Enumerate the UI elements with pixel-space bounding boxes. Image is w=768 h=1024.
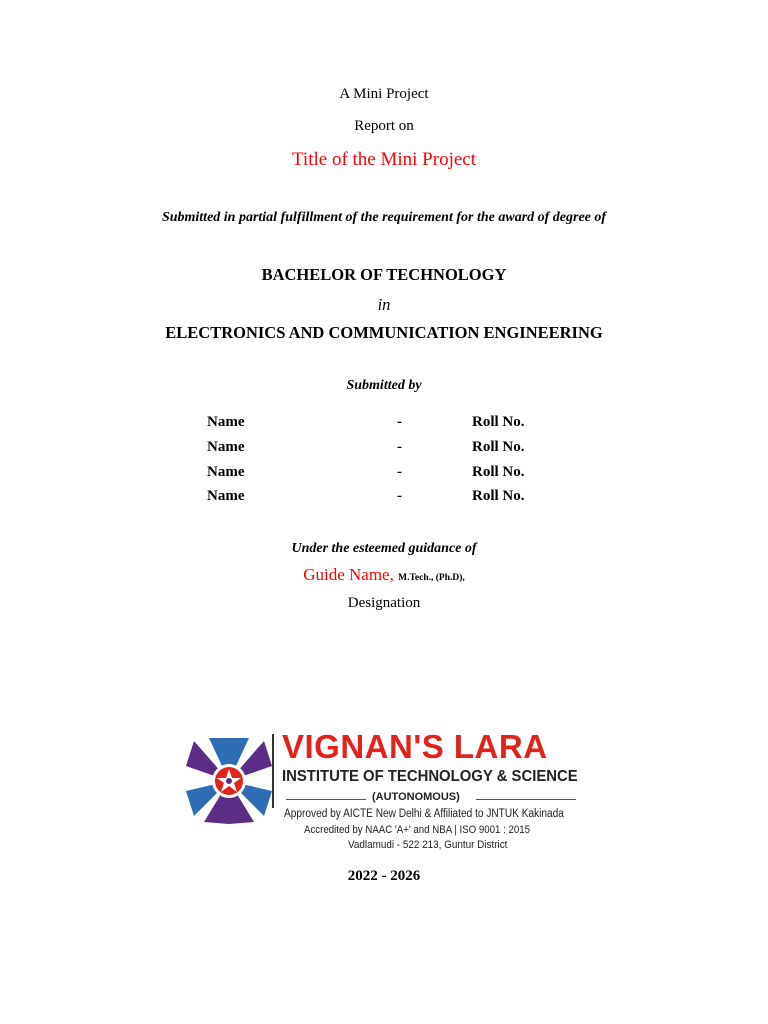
submission-note: Submitted in partial fulfillment of the requirement for the award of degree of	[161, 210, 607, 225]
logo-divider	[272, 734, 274, 808]
member-roll: Roll No.	[472, 488, 525, 504]
degree-connector: in	[377, 295, 391, 314]
member-separator: -	[397, 488, 402, 504]
member-separator: -	[397, 464, 402, 480]
institute-address: Vadlamudi - 522 213, Guntur District	[348, 839, 508, 851]
member-roll: Roll No.	[472, 464, 525, 480]
submitted-by-label: Submitted by	[346, 378, 422, 393]
project-title: Title of the Mini Project	[291, 149, 477, 170]
degree-branch: ELECTRONICS AND COMMUNICATION ENGINEERING	[165, 323, 603, 342]
guide-qualifications: M.Tech., (Ph.D),	[398, 573, 465, 583]
logo-rule-right	[476, 799, 576, 800]
guide-name: Guide Name,	[303, 565, 394, 584]
institute-name: VIGNAN'S LARA	[282, 728, 548, 765]
member-name: Name	[207, 439, 245, 455]
logo-rule-left	[286, 799, 366, 800]
member-separator: -	[397, 414, 402, 430]
guide-line	[0, 565, 768, 585]
member-roll: Roll No.	[472, 439, 525, 455]
guidance-label: Under the esteemed guidance of	[291, 541, 477, 556]
academic-year: 2022 - 2026	[347, 868, 421, 884]
member-name: Name	[207, 488, 245, 504]
institute-approval: Approved by AICTE New Delhi & Affiliated to JNTUK Kakinada	[284, 808, 564, 820]
degree-name: BACHELOR OF TECHNOLOGY	[261, 265, 507, 284]
institute-accreditation: Accredited by NAAC 'A+' and NBA | ISO 9001 : 2015	[304, 824, 531, 836]
institute-logo	[180, 728, 590, 856]
member-name: Name	[207, 414, 245, 430]
member-separator: -	[397, 439, 402, 455]
report-on: Report on	[354, 118, 414, 134]
report-type: A Mini Project	[339, 86, 429, 102]
institute-emblem-icon	[184, 736, 274, 826]
guide-designation: Designation	[347, 595, 421, 611]
institute-status: (AUTONOMOUS)	[372, 791, 460, 803]
institute-full-name: INSTITUTE OF TECHNOLOGY & SCIENCE	[282, 768, 578, 785]
member-roll: Roll No.	[472, 414, 525, 430]
member-name: Name	[207, 464, 245, 480]
